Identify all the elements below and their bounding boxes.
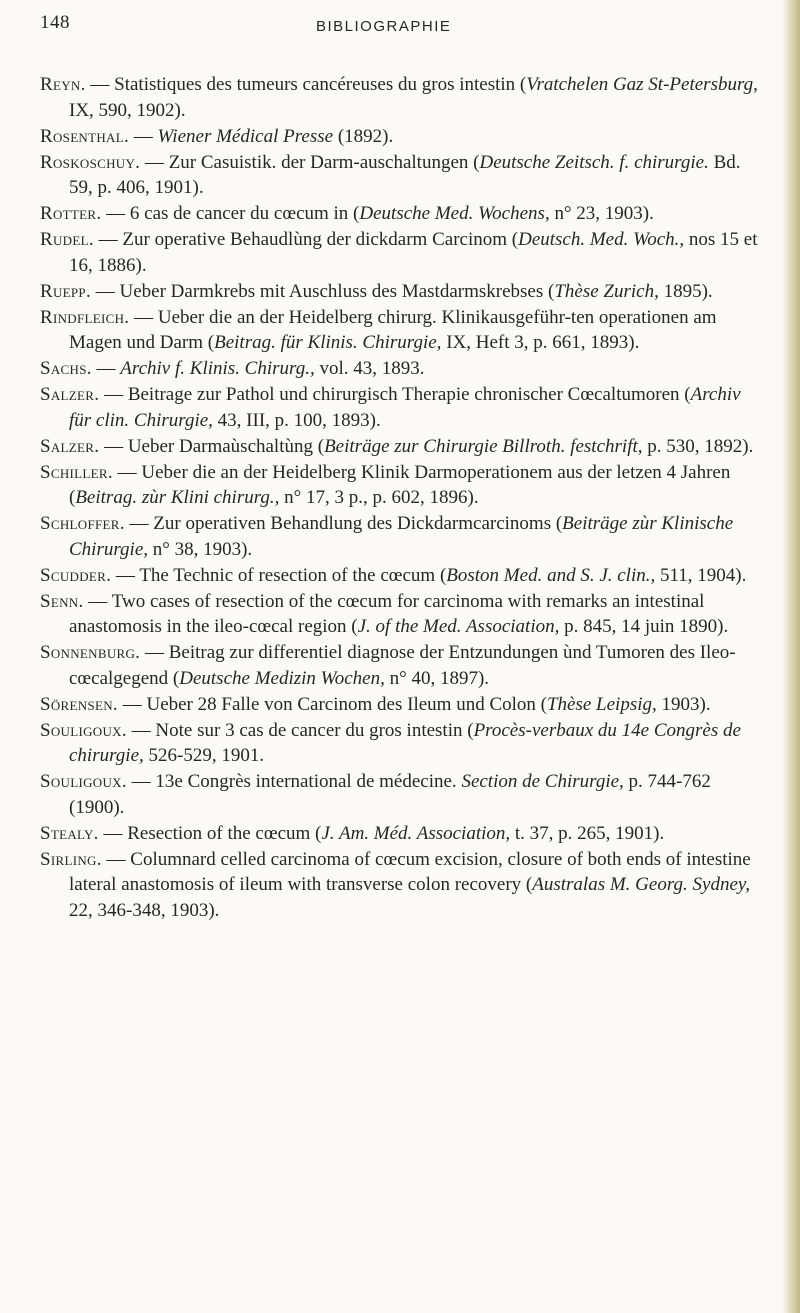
entry-text: t. 37, p. 265, 1901). [510,822,665,844]
bibliography-entry [40,150,764,201]
running-head: BIBLIOGRAPHIE [316,18,452,35]
entry-source-title: Thèse Leipsig, [546,693,657,715]
bibliography-list [40,72,764,924]
entry-text: n° 23, 1903). [549,203,654,224]
entry-author: Rotter. [40,203,102,224]
bibliography-entry [40,201,764,227]
entry-text: 526-529, 1901. [143,745,265,766]
entry-source-title: Deutsche Zeitsch. f. chirurgie. [479,151,709,173]
entry-source-title: Archiv f. Klinis. Chirurg., [120,358,315,379]
entry-text: 43, III, p. 100, 1893). [212,409,381,431]
entry-source-title: Thèse Zurich, [554,280,659,302]
entry-text: — Ueber 28 Falle von Carcinom des Ileum und Colon ( [117,693,547,715]
entry-text: n° 38, 1903). [148,538,253,560]
bibliography-entry [40,382,764,433]
bibliography-entry [40,227,764,278]
entry-text: — Ueber die an der Heidelberg chirurg. Klinikausgeführ-ten operationen am Magen und Darm ( [69,306,717,353]
entry-author: Schiller. [40,461,113,483]
entry-author: Rudel. [40,229,94,250]
entry-author: Souligoux. [40,719,127,741]
entry-author: Sirling. [40,848,102,870]
entry-text: 22, 346-348, 1903). [69,899,220,921]
entry-source-title: Procès-verbaux du 14e Congrès de chirurgie, [69,719,741,766]
entry-author: Sachs. [40,358,92,379]
entry-author: Senn. [40,590,84,612]
entry-text: 511, 1904). [655,564,747,586]
entry-source-title: Australas M. Georg. Sydney, [532,874,751,895]
entry-source-title: Beiträge zùr Klinische Chirurgie, [69,513,734,560]
entry-author: Reyn. [40,74,86,95]
entry-text: p. 845, 14 juin 1890). [559,616,729,637]
entry-text: 1895). [658,280,713,302]
entry-text: — Zur operative Behaudlùng der dickdarm Carcinom ( [93,229,519,250]
entry-text: — Ueber Darmaùschaltùng ( [99,435,325,457]
entry-text: — The Technic of resection of the cœcum ( [111,564,447,586]
entry-text: — Note sur 3 cas de cancer du gros intestin ( [126,719,474,741]
page-edge-shadow [782,0,800,1313]
bibliography-entry [40,718,764,769]
entry-text: p. 530, 1892). [642,435,754,457]
entry-text: n° 40, 1897). [384,667,490,689]
entry-source-title: J. Am. Méd. Association, [321,822,511,844]
entry-text: — 13e Congrès international de médecine. [126,771,462,792]
entry-text: — Beitrage zur Pathol und chirurgisch Therapie chronischer Cœcaltumoren ( [99,384,691,405]
entry-author: Sörensen. [40,693,118,715]
entry-text: p. 744-762 (1900). [69,771,711,818]
entry-source-title: Vratchelen Gaz St-Petersburg [526,74,754,95]
entry-author: Schloffer. [40,513,125,534]
entry-author: Rosenthal. [40,125,130,147]
entry-text: — Beitrag zur differentiel diagnose der Entzundungen ùnd Tumoren des Ileo-cœcalgegend ( [69,642,736,689]
entry-text: — [129,125,158,147]
entry-text: — Columnard celled carcinoma of cœcum excision, closure of both ends of intestine lateral anastomosis of ileum with transverse colon recovery ( [69,848,751,895]
entry-text: — Ueber die an der Heidelberg Klinik Darmoperationem aus der letzen 4 Jahren ( [69,461,731,508]
entry-text: Bd. 59, p. 406, 1901). [69,151,741,198]
entry-text: — Two cases of resection of the cœcum for carcinoma with remarks an intestinal anastomosis in the ileo-cœcal region ( [69,590,705,637]
bibliography-entry [40,511,764,562]
entry-source-title: Beiträge zur Chirurgie Billroth. festchrift, [324,435,643,457]
bibliography-entry [40,692,764,718]
entry-text: — 6 cas de cancer du cœcum in ( [101,203,360,224]
entry-text: — Ueber Darmkrebs mit Auschluss des Mastdarmskrebses ( [91,280,555,302]
entry-source-title: Deutsche Med. Wochens, [359,203,550,224]
entry-source-title: Deutsche Medizin Wochen, [179,667,385,689]
entry-source-title: J. of the Med. Association, [357,616,560,637]
entry-text: (1892). [333,125,394,147]
entry-author: Roskoschuy. [40,151,141,173]
entry-text: nos 15 et 16, 1886). [69,229,758,276]
bibliography-entry [40,124,764,150]
bibliography-entry [40,640,764,691]
entry-author: Sonnenburg. [40,642,141,663]
entry-text: vol. 43, 1893. [314,358,425,379]
bibliography-entry [40,821,764,847]
entry-source-title: Deutsch. Med. Woch., [518,229,685,250]
bibliography-entry [40,434,764,460]
bibliography-entry [40,305,764,356]
bibliography-entry [40,279,764,305]
entry-source-title: Wiener Médical Presse [157,125,334,147]
entry-author: Rindfleich. [40,306,130,328]
bibliography-entry [40,356,764,382]
bibliography-entry [40,847,764,924]
entry-author: Stealy. [40,822,99,844]
entry-author: Ruepp. [40,280,92,302]
entry-author: Scudder. [40,564,112,586]
entry-source-title: Archiv für clin. Chirurgie, [69,384,741,431]
entry-text: — Zur Casuistik. der Darm-auschaltungen ( [140,151,480,173]
entry-source-title: Boston Med. and S. J. clin., [446,564,656,586]
entry-author: Souligoux. [40,771,127,792]
entry-text: — [91,358,121,379]
entry-text: n° 17, 3 p., p. 602, 1896). [279,487,479,508]
entry-source-title: Beitrag. zùr Klini chirurg., [75,487,280,508]
entry-text: 1903). [656,693,711,715]
entry-author: Salzer. [40,384,100,405]
entry-text: — Resection of the cœcum ( [98,822,322,844]
entry-text: IX, Heft 3, p. 661, 1893). [441,332,640,353]
bibliography-entry [40,769,764,820]
page-number: 148 [40,12,70,33]
entry-text: — Zur operativen Behandlung des Dickdarmcarcinoms ( [124,513,563,534]
bibliography-entry [40,72,764,123]
entry-source-title: Section de Chirurgie, [461,771,624,792]
bibliography-entry [40,589,764,640]
entry-source-title: Beitrag. für Klinis. Chirurgie, [214,332,442,353]
entry-text: — Statistiques des tumeurs cancéreuses du gros intestin ( [85,74,527,95]
bibliography-entry [40,563,764,589]
entry-text: , IX, 590, 1902). [69,74,758,121]
bibliography-entry [40,460,764,511]
entry-author: Salzer. [40,435,100,457]
